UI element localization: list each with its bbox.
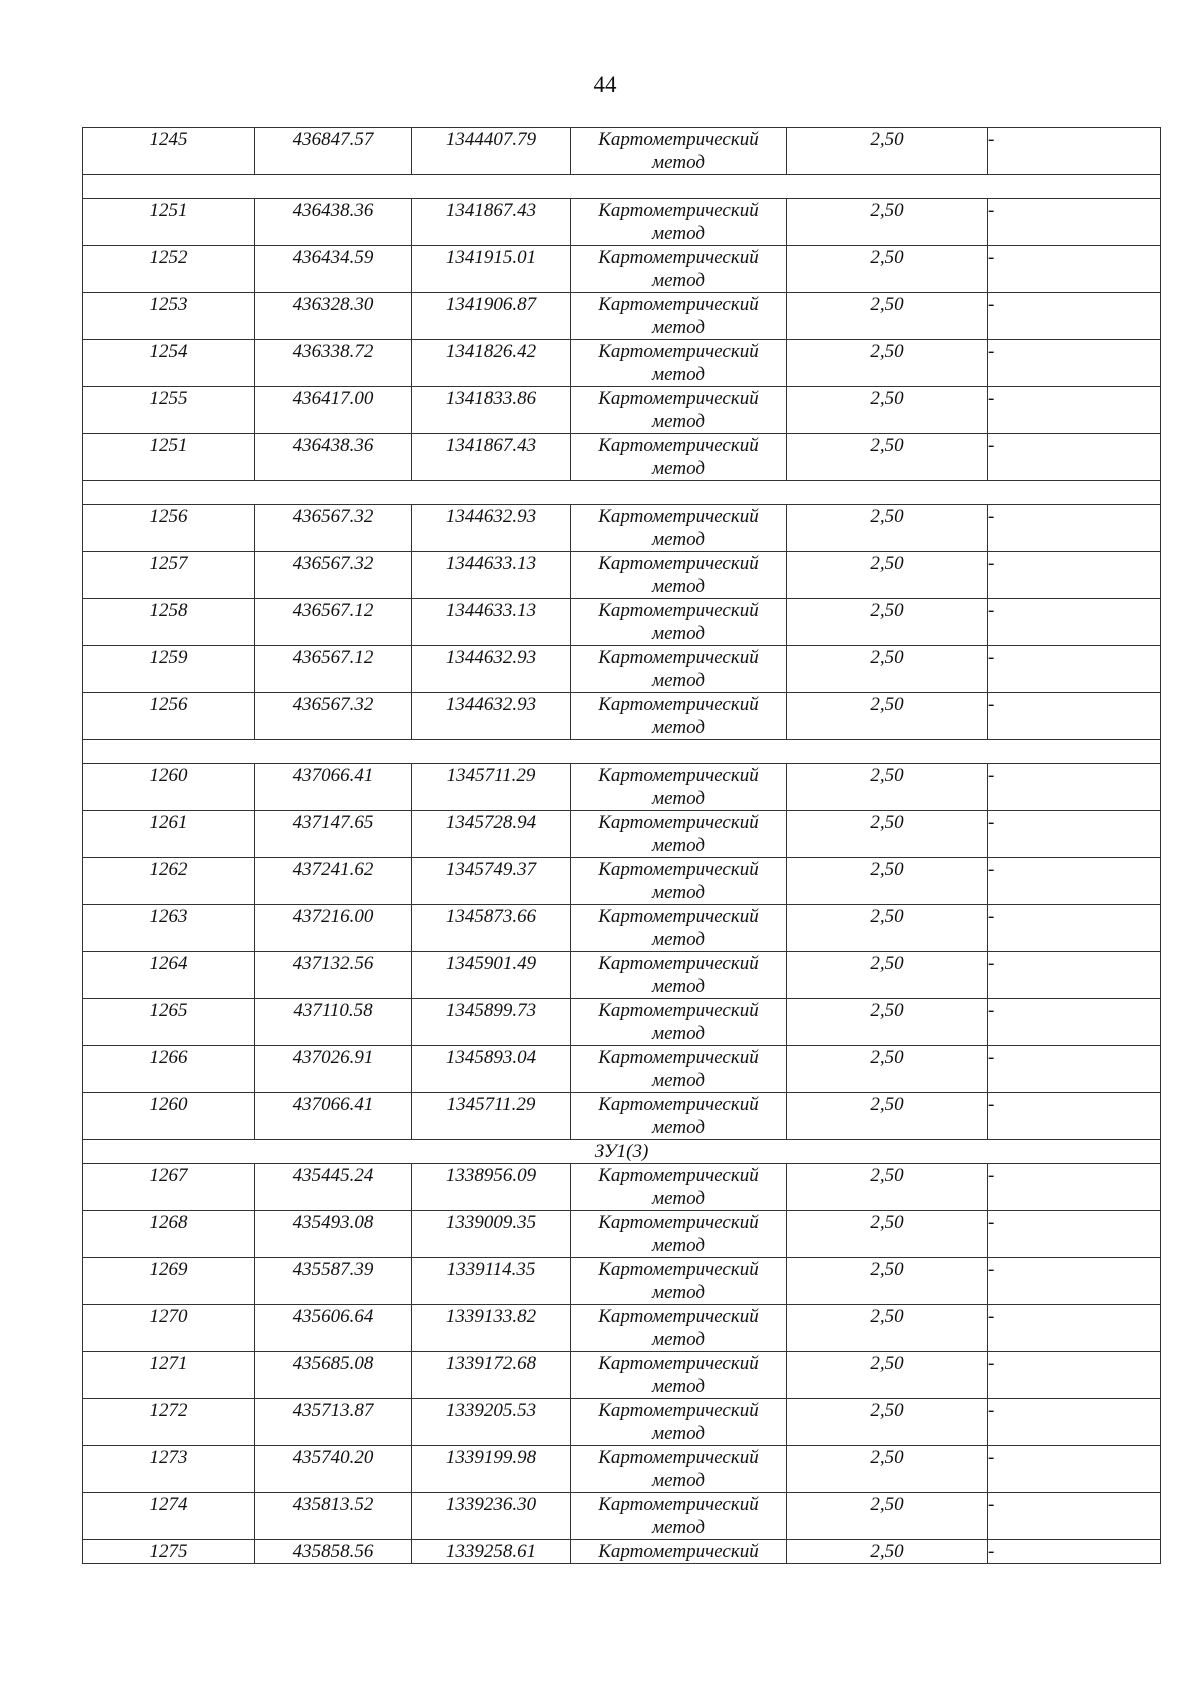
note-cell: - xyxy=(988,952,1161,999)
accuracy-cell: 2,50 xyxy=(787,387,988,434)
y-coordinate-cell: 1344407.79 xyxy=(412,128,571,175)
method-cell: Картометрический метод xyxy=(571,811,787,858)
table-row xyxy=(83,693,1161,740)
point-number-cell: 1256 xyxy=(83,505,255,552)
x-coordinate-cell: 436567.32 xyxy=(255,505,412,552)
point-number-cell: 1260 xyxy=(83,764,255,811)
method-cell: Картометрический метод xyxy=(571,646,787,693)
table-row xyxy=(83,1258,1161,1305)
table-row xyxy=(83,505,1161,552)
accuracy-cell: 2,50 xyxy=(787,1399,988,1446)
point-number-cell: 1269 xyxy=(83,1258,255,1305)
note-cell: - xyxy=(988,999,1161,1046)
note-cell: - xyxy=(988,1258,1161,1305)
note-cell: - xyxy=(988,764,1161,811)
x-coordinate-cell: 435445.24 xyxy=(255,1164,412,1211)
table-row xyxy=(83,293,1161,340)
point-number-cell: 1251 xyxy=(83,199,255,246)
method-cell: Картометрический метод xyxy=(571,999,787,1046)
accuracy-cell: 2,50 xyxy=(787,340,988,387)
accuracy-cell: 2,50 xyxy=(787,246,988,293)
y-coordinate-cell: 1341867.43 xyxy=(412,434,571,481)
x-coordinate-cell: 437110.58 xyxy=(255,999,412,1046)
x-coordinate-cell: 437241.62 xyxy=(255,858,412,905)
table-row xyxy=(83,1093,1161,1140)
x-coordinate-cell: 435858.56 xyxy=(255,1540,412,1564)
method-cell: Картометрический метод xyxy=(571,1352,787,1399)
y-coordinate-cell: 1339009.35 xyxy=(412,1211,571,1258)
y-coordinate-cell: 1341833.86 xyxy=(412,387,571,434)
note-cell: - xyxy=(988,811,1161,858)
table-row xyxy=(83,552,1161,599)
point-number-cell: 1266 xyxy=(83,1046,255,1093)
table-row xyxy=(83,434,1161,481)
y-coordinate-cell: 1345711.29 xyxy=(412,764,571,811)
y-coordinate-cell: 1339199.98 xyxy=(412,1446,571,1493)
y-coordinate-cell: 1345899.73 xyxy=(412,999,571,1046)
accuracy-cell: 2,50 xyxy=(787,552,988,599)
y-coordinate-cell: 1345873.66 xyxy=(412,905,571,952)
point-number-cell: 1253 xyxy=(83,293,255,340)
table-row xyxy=(83,764,1161,811)
note-cell: - xyxy=(988,646,1161,693)
x-coordinate-cell: 436567.12 xyxy=(255,599,412,646)
point-number-cell: 1268 xyxy=(83,1211,255,1258)
x-coordinate-cell: 437147.65 xyxy=(255,811,412,858)
table-row xyxy=(83,599,1161,646)
x-coordinate-cell: 436417.00 xyxy=(255,387,412,434)
y-coordinate-cell: 1339114.35 xyxy=(412,1258,571,1305)
note-cell: - xyxy=(988,858,1161,905)
x-coordinate-cell: 437066.41 xyxy=(255,764,412,811)
y-coordinate-cell: 1344632.93 xyxy=(412,505,571,552)
section-separator-row xyxy=(83,175,1161,199)
method-cell: Картометрический метод xyxy=(571,1305,787,1352)
x-coordinate-cell: 435493.08 xyxy=(255,1211,412,1258)
y-coordinate-cell: 1344633.13 xyxy=(412,552,571,599)
note-cell: - xyxy=(988,1399,1161,1446)
method-cell: Картометрический метод xyxy=(571,293,787,340)
y-coordinate-cell: 1345893.04 xyxy=(412,1046,571,1093)
y-coordinate-cell: 1341915.01 xyxy=(412,246,571,293)
section-separator-row xyxy=(83,481,1161,505)
x-coordinate-cell: 435740.20 xyxy=(255,1446,412,1493)
accuracy-cell: 2,50 xyxy=(787,646,988,693)
method-cell: Картометрический метод xyxy=(571,1446,787,1493)
x-coordinate-cell: 436438.36 xyxy=(255,199,412,246)
accuracy-cell: 2,50 xyxy=(787,1258,988,1305)
section-separator-row xyxy=(83,1140,1161,1164)
method-cell: Картометрический метод xyxy=(571,246,787,293)
method-cell: Картометрический метод xyxy=(571,1399,787,1446)
point-number-cell: 1264 xyxy=(83,952,255,999)
point-number-cell: 1259 xyxy=(83,646,255,693)
method-cell: Картометрический метод xyxy=(571,387,787,434)
x-coordinate-cell: 437066.41 xyxy=(255,1093,412,1140)
y-coordinate-cell: 1344633.13 xyxy=(412,599,571,646)
y-coordinate-cell: 1344632.93 xyxy=(412,693,571,740)
accuracy-cell: 2,50 xyxy=(787,505,988,552)
point-number-cell: 1245 xyxy=(83,128,255,175)
point-number-cell: 1260 xyxy=(83,1093,255,1140)
table-row xyxy=(83,1046,1161,1093)
method-cell: Картометрический метод xyxy=(571,199,787,246)
section-label xyxy=(83,175,1161,199)
table-row xyxy=(83,340,1161,387)
method-cell: Картометрический метод xyxy=(571,1258,787,1305)
point-number-cell: 1257 xyxy=(83,552,255,599)
accuracy-cell: 2,50 xyxy=(787,1211,988,1258)
y-coordinate-cell: 1339133.82 xyxy=(412,1305,571,1352)
method-cell: Картометрический метод xyxy=(571,1093,787,1140)
point-number-cell: 1273 xyxy=(83,1446,255,1493)
point-number-cell: 1271 xyxy=(83,1352,255,1399)
accuracy-cell: 2,50 xyxy=(787,599,988,646)
method-cell: Картометрический метод xyxy=(571,434,787,481)
table-row xyxy=(83,858,1161,905)
accuracy-cell: 2,50 xyxy=(787,858,988,905)
accuracy-cell: 2,50 xyxy=(787,434,988,481)
y-coordinate-cell: 1345728.94 xyxy=(412,811,571,858)
point-number-cell: 1258 xyxy=(83,599,255,646)
note-cell: - xyxy=(988,387,1161,434)
method-cell: Картометрический xyxy=(571,1540,787,1564)
table-row xyxy=(83,999,1161,1046)
method-cell: Картометрический метод xyxy=(571,905,787,952)
point-number-cell: 1256 xyxy=(83,693,255,740)
x-coordinate-cell: 437026.91 xyxy=(255,1046,412,1093)
table-row xyxy=(83,1493,1161,1540)
note-cell: - xyxy=(988,1540,1161,1564)
note-cell: - xyxy=(988,599,1161,646)
section-label xyxy=(83,740,1161,764)
table-row xyxy=(83,905,1161,952)
y-coordinate-cell: 1339236.30 xyxy=(412,1493,571,1540)
note-cell: - xyxy=(988,128,1161,175)
y-coordinate-cell: 1341906.87 xyxy=(412,293,571,340)
table-row xyxy=(83,1446,1161,1493)
y-coordinate-cell: 1338956.09 xyxy=(412,1164,571,1211)
x-coordinate-cell: 435713.87 xyxy=(255,1399,412,1446)
point-number-cell: 1255 xyxy=(83,387,255,434)
table-row xyxy=(83,952,1161,999)
accuracy-cell: 2,50 xyxy=(787,1493,988,1540)
note-cell: - xyxy=(988,1446,1161,1493)
accuracy-cell: 2,50 xyxy=(787,693,988,740)
method-cell: Картометрический метод xyxy=(571,858,787,905)
point-number-cell: 1262 xyxy=(83,858,255,905)
accuracy-cell: 2,50 xyxy=(787,1446,988,1493)
x-coordinate-cell: 435606.64 xyxy=(255,1305,412,1352)
point-number-cell: 1254 xyxy=(83,340,255,387)
method-cell: Картометрический метод xyxy=(571,505,787,552)
x-coordinate-cell: 437132.56 xyxy=(255,952,412,999)
y-coordinate-cell: 1341867.43 xyxy=(412,199,571,246)
y-coordinate-cell: 1344632.93 xyxy=(412,646,571,693)
accuracy-cell: 2,50 xyxy=(787,199,988,246)
y-coordinate-cell: 1345711.29 xyxy=(412,1093,571,1140)
note-cell: - xyxy=(988,505,1161,552)
table-row xyxy=(83,1305,1161,1352)
accuracy-cell: 2,50 xyxy=(787,764,988,811)
x-coordinate-cell: 436567.32 xyxy=(255,693,412,740)
note-cell: - xyxy=(988,1164,1161,1211)
table-row xyxy=(83,646,1161,693)
method-cell: Картометрический метод xyxy=(571,599,787,646)
x-coordinate-cell: 436847.57 xyxy=(255,128,412,175)
table-row xyxy=(83,128,1161,175)
point-number-cell: 1252 xyxy=(83,246,255,293)
note-cell: - xyxy=(988,905,1161,952)
accuracy-cell: 2,50 xyxy=(787,1305,988,1352)
note-cell: - xyxy=(988,693,1161,740)
note-cell: - xyxy=(988,1305,1161,1352)
section-label: ЗУ1(3) xyxy=(83,1140,1161,1164)
accuracy-cell: 2,50 xyxy=(787,128,988,175)
table-row xyxy=(83,199,1161,246)
note-cell: - xyxy=(988,340,1161,387)
coordinates-table-body xyxy=(83,128,1161,1564)
y-coordinate-cell: 1345901.49 xyxy=(412,952,571,999)
accuracy-cell: 2,50 xyxy=(787,1093,988,1140)
x-coordinate-cell: 437216.00 xyxy=(255,905,412,952)
method-cell: Картометрический метод xyxy=(571,1164,787,1211)
method-cell: Картометрический метод xyxy=(571,693,787,740)
accuracy-cell: 2,50 xyxy=(787,293,988,340)
accuracy-cell: 2,50 xyxy=(787,1540,988,1564)
note-cell: - xyxy=(988,552,1161,599)
y-coordinate-cell: 1339205.53 xyxy=(412,1399,571,1446)
point-number-cell: 1267 xyxy=(83,1164,255,1211)
y-coordinate-cell: 1339172.68 xyxy=(412,1352,571,1399)
x-coordinate-cell: 436567.12 xyxy=(255,646,412,693)
point-number-cell: 1265 xyxy=(83,999,255,1046)
accuracy-cell: 2,50 xyxy=(787,811,988,858)
point-number-cell: 1270 xyxy=(83,1305,255,1352)
point-number-cell: 1274 xyxy=(83,1493,255,1540)
table-row xyxy=(83,1211,1161,1258)
x-coordinate-cell: 436328.30 xyxy=(255,293,412,340)
page-number: 44 xyxy=(593,72,617,97)
method-cell: Картометрический метод xyxy=(571,1493,787,1540)
note-cell: - xyxy=(988,434,1161,481)
note-cell: - xyxy=(988,199,1161,246)
point-number-cell: 1275 xyxy=(83,1540,255,1564)
x-coordinate-cell: 436567.32 xyxy=(255,552,412,599)
method-cell: Картометрический метод xyxy=(571,128,787,175)
note-cell: - xyxy=(988,1093,1161,1140)
point-number-cell: 1261 xyxy=(83,811,255,858)
y-coordinate-cell: 1341826.42 xyxy=(412,340,571,387)
method-cell: Картометрический метод xyxy=(571,952,787,999)
accuracy-cell: 2,50 xyxy=(787,905,988,952)
note-cell: - xyxy=(988,1352,1161,1399)
accuracy-cell: 2,50 xyxy=(787,952,988,999)
table-row xyxy=(83,1352,1161,1399)
note-cell: - xyxy=(988,1046,1161,1093)
accuracy-cell: 2,50 xyxy=(787,999,988,1046)
table-row xyxy=(83,246,1161,293)
x-coordinate-cell: 436338.72 xyxy=(255,340,412,387)
accuracy-cell: 2,50 xyxy=(787,1046,988,1093)
note-cell: - xyxy=(988,293,1161,340)
coordinates-table xyxy=(82,127,1161,1564)
table-row xyxy=(83,811,1161,858)
table-row xyxy=(83,387,1161,434)
accuracy-cell: 2,50 xyxy=(787,1164,988,1211)
note-cell: - xyxy=(988,246,1161,293)
y-coordinate-cell: 1345749.37 xyxy=(412,858,571,905)
section-label xyxy=(83,481,1161,505)
method-cell: Картометрический метод xyxy=(571,1211,787,1258)
note-cell: - xyxy=(988,1493,1161,1540)
method-cell: Картометрический метод xyxy=(571,340,787,387)
point-number-cell: 1251 xyxy=(83,434,255,481)
method-cell: Картометрический метод xyxy=(571,552,787,599)
x-coordinate-cell: 436438.36 xyxy=(255,434,412,481)
x-coordinate-cell: 435587.39 xyxy=(255,1258,412,1305)
method-cell: Картометрический метод xyxy=(571,764,787,811)
accuracy-cell: 2,50 xyxy=(787,1352,988,1399)
point-number-cell: 1263 xyxy=(83,905,255,952)
point-number-cell: 1272 xyxy=(83,1399,255,1446)
table-row xyxy=(83,1540,1161,1564)
note-cell: - xyxy=(988,1211,1161,1258)
table-row xyxy=(83,1164,1161,1211)
x-coordinate-cell: 436434.59 xyxy=(255,246,412,293)
x-coordinate-cell: 435813.52 xyxy=(255,1493,412,1540)
y-coordinate-cell: 1339258.61 xyxy=(412,1540,571,1564)
section-separator-row xyxy=(83,740,1161,764)
table-row xyxy=(83,1399,1161,1446)
x-coordinate-cell: 435685.08 xyxy=(255,1352,412,1399)
method-cell: Картометрический метод xyxy=(571,1046,787,1093)
